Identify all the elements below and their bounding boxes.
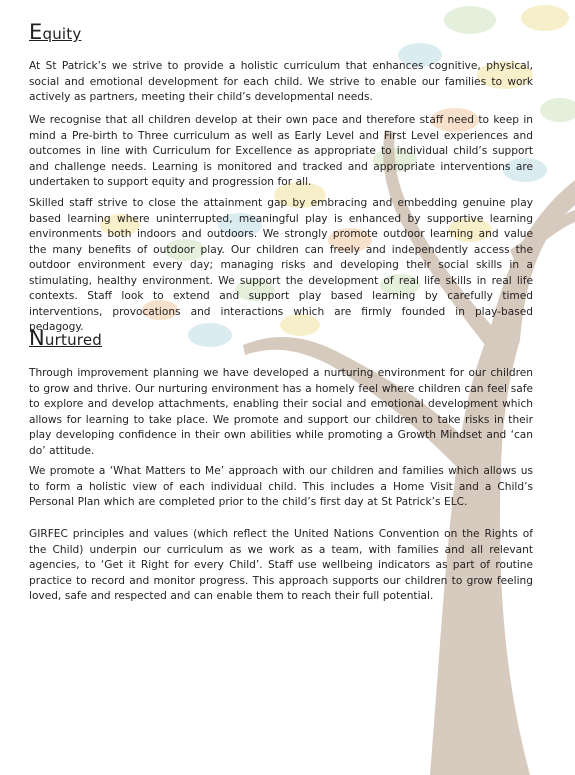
section-heading-nurtured bbox=[29, 326, 102, 350]
paragraph-equity-curriculum: We recognise that all children develop at their own pace and therefore staff need to keep in mind a Pre-birth to Three curriculum as well as Early Level and First Level experiences and outcomes in line with Curriculum for Excellence as appropriate to individual child’s support and challenge needs. Learning is monitored and tracked and appropriate interventions are undertaken to support equity and progression for all. bbox=[29, 114, 533, 188]
paragraph-equity-intro: At St Patrick’s we strive to provide a holistic curriculum that enhances cognitive, physical, social and emotional development for each child. We strive to enable our families to work actively as partners, meeting their child’s developmental needs. bbox=[29, 60, 533, 103]
paragraph-nurtured-girfec: GIRFEC principles and values (which reflect the United Nations Convention on the Rights of the Child) underpin our curriculum as we work as a team, with families and all relevant agencies, to ‘Get it Right for every Child’. Staff use wellbeing indicators as part of routine practice to record and monitor progress. This approach supports our children to grow feeling loved, safe and respected and can enable them to reach their full potential. bbox=[29, 528, 533, 602]
paragraph-nurtured-what-matters: We promote a ‘What Matters to Me’ approach with our children and families which allows us to form a holistic view of each individual child. This includes a Home Visit and a Child’s Personal Plan which are completed prior to the child’s first day at St Patrick’s ELC. bbox=[29, 465, 533, 508]
heading-rest: quity bbox=[42, 25, 82, 43]
heading-initial: E bbox=[29, 20, 43, 44]
paragraph-equity-play: Skilled staff strive to close the attainment gap by embracing and embedding genuine play based learning where uninterrupted, meaningful play is enhanced by supportive learning environments both indoors and outdoors. We strongly promote outdoor learning and value the many benefits of outdoor play. Our children can freely and independently access the outdoor environment every day; managing risks and developing their social skills in a stimulating, healthy environment. We support the development of real life skills in real life contexts. Staff look to extend and support play based learning by carefully timed interventions, provocations and interactions which are firmly founded in play-based pedagogy. bbox=[29, 197, 533, 333]
paragraph-nurtured-environment: Through improvement planning we have developed a nurturing environment for our children to grow and thrive. Our nurturing environment has a homely feel where children can feel safe to explore and develop attachments, enabling their social and emotional development which allows for learning to take place. We promote and support our children to take risks in their play developing confidence in their own abilities while promoting a Growth Mindset and ‘can do’ attitude. bbox=[29, 367, 533, 457]
heading-rest: urtured bbox=[44, 331, 102, 349]
heading-initial: N bbox=[29, 326, 45, 350]
section-heading-equity bbox=[29, 20, 81, 44]
